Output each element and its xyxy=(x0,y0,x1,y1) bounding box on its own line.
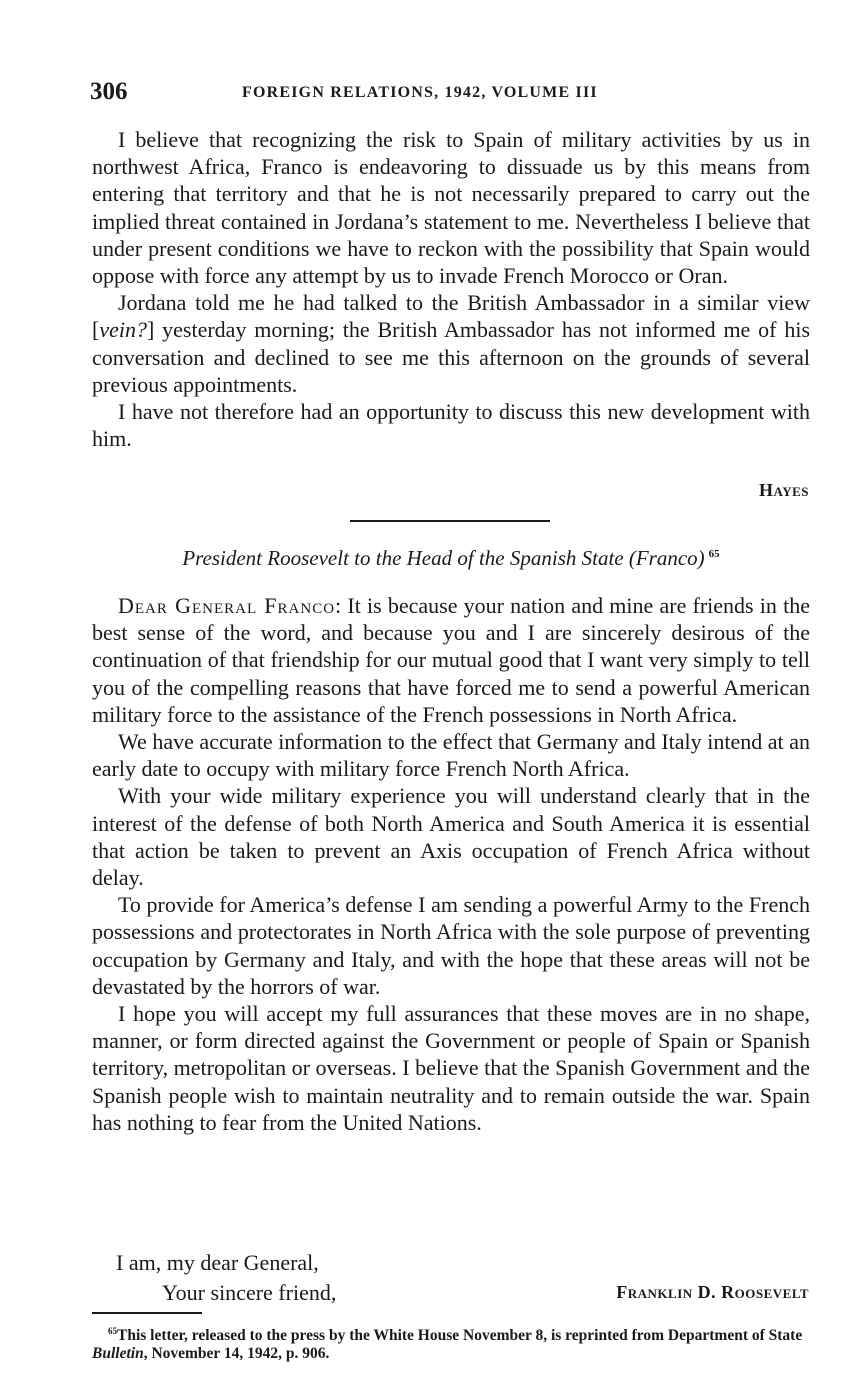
footnote-ref: 65 xyxy=(708,548,720,560)
document-title xyxy=(92,546,810,571)
footnote-italic: Bulletin xyxy=(92,1345,144,1362)
closing-line: I am, my dear General, xyxy=(116,1250,319,1275)
paragraph: To provide for America’s defense I am sending a powerful Army to the French possessions and protectorates in North Africa with the sole purpose of preventing occupation by Germany and Italy, and with the hope that these areas will not be devastated by the horrors of war. xyxy=(92,892,810,999)
paragraph: I hope you will accept my full assurances that these moves are in no shape, manner, or form directed against the Government or people of Spain or Spanish territory, metropolitan or overseas. I believe that the Spanish Government and the Spanish people wish to maintain neutrality and to remain outside the war. Spain has nothing to fear from the United Nations. xyxy=(92,1001,810,1135)
signature-hayes: Hayes xyxy=(759,480,809,500)
editorial-insertion: vein? xyxy=(99,317,147,343)
footnote xyxy=(92,1322,810,1363)
letter-text xyxy=(92,592,810,1136)
page-number: 306 xyxy=(90,78,128,105)
section-divider xyxy=(350,520,550,522)
paragraph: With your wide military experience you will understand clearly that in the interest of the defense of both North America and South America it is essential that action be taken to prevent an Axis occupation of French Africa without delay. xyxy=(92,783,810,891)
letter-opening xyxy=(92,592,810,728)
telegram-text xyxy=(92,126,810,452)
paragraph: I have not therefore had an opportunity to discuss this new development with him. xyxy=(92,399,810,452)
paragraph: We have accurate information to the effect that Germany and Italy intend at an early date to occupy with military force French North Africa. xyxy=(92,729,810,782)
paragraph: Jordana told me he had talked to the British Ambassador in a similar view [vein?] yesterday morning; the British Ambassador has not informed me of his conversation and declined to see me this afternoon on the grounds of several previous appointments. xyxy=(92,290,810,397)
footnote-number: 65 xyxy=(108,1326,117,1336)
footnote-text-before: This letter, released to the press by the White House November 8, is reprinted from Department of State xyxy=(117,1327,803,1344)
signature-roosevelt: Franklin D. Roosevelt xyxy=(616,1282,809,1302)
page-header xyxy=(90,78,810,108)
opening-text: : It is because your nation and mine are friends in the best sense of the word, and because you and I are sincerely desirous of the continuation of that friendship for our mutual good that I want very simply to tell you of the compelling reasons that have forced me to send a powerful American military force to the assistance of the French possessions in North Africa. xyxy=(92,593,810,727)
valediction: Your sincere friend, xyxy=(162,1280,337,1305)
footnote-rule xyxy=(92,1312,202,1314)
paragraph: I believe that recognizing the risk to Spain of military activities by us in northwest Africa, Franco is endeavoring to dissuade us by this means from entering that territory and that he is not necessarily prepared to carry out the implied threat contained in Jordana’s statement to me. Nevertheless I believe that under present conditions we have to reckon with the possibility that Spain would oppose with force any attempt by us to invade French Morocco or Oran. xyxy=(92,127,810,289)
footnote-text-after: , November 14, 1942, p. 906. xyxy=(143,1345,330,1362)
running-title: FOREIGN RELATIONS, 1942, VOLUME III xyxy=(242,84,598,101)
document-title-text: President Roosevelt to the Head of the Spanish State (Franco) xyxy=(182,546,705,570)
salutation: Dear General Franco xyxy=(118,593,336,618)
